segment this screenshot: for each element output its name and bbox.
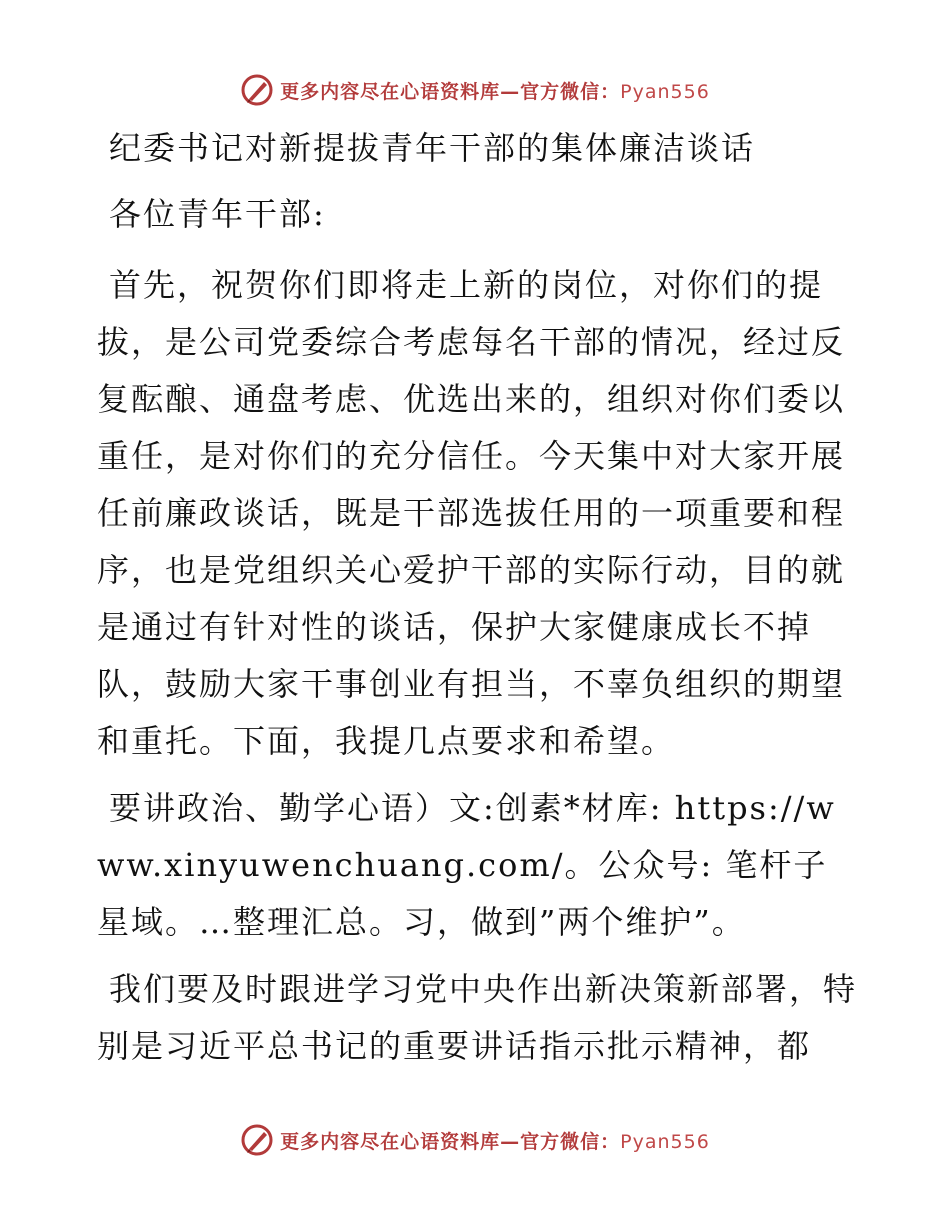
- paragraph-2: 要讲政治、勤学心语）文:创素*材库: https://www.xinyuwenchuang.com/。公众号: 笔杆子星域。…整理汇总。习，做到”两个维护”。: [97, 789, 836, 941]
- salutation: 各位青年干部:: [109, 195, 326, 233]
- quill-logo-icon: [240, 1123, 274, 1157]
- header-watermark-banner: [0, 70, 950, 110]
- quill-logo-icon: [240, 73, 274, 107]
- document-title: 纪委书记对新提拔青年干部的集体廉洁谈话: [109, 129, 756, 167]
- wechat-id: Pyan556: [620, 80, 710, 103]
- banner-text: 更多内容尽在心语资料库—官方微信：Pyan556: [280, 80, 710, 103]
- paragraph-3: 我们要及时跟进学习党中央作出新决策新部署，特别是习近平总书记的重要讲话指示批示精神，都: [97, 970, 858, 1065]
- document-body: [97, 122, 857, 1085]
- footer-watermark-banner: [0, 1120, 950, 1160]
- wechat-id: Pyan556: [620, 1130, 710, 1153]
- banner-text: 更多内容尽在心语资料库—官方微信：Pyan556: [280, 1130, 710, 1153]
- paragraph-1: 首先，祝贺你们即将走上新的岗位，对你们的提拔，是公司党委综合考虑每名干部的情况，经过反复酝酿、通盘考虑、优选出来的，组织对你们委以重任，是对你们的充分信任。今天集中对大家开展任前廉政谈话，既是干部选拔任用的一项重要和程序，也是党组织关心爱护干部的实际行动，目的就是通过有针对性的谈话，保护大家健康成长不掉队，鼓励大家干事创业有担当，不辜负组织的期望和重托。下面，我提几点要求和希望。: [97, 266, 846, 760]
